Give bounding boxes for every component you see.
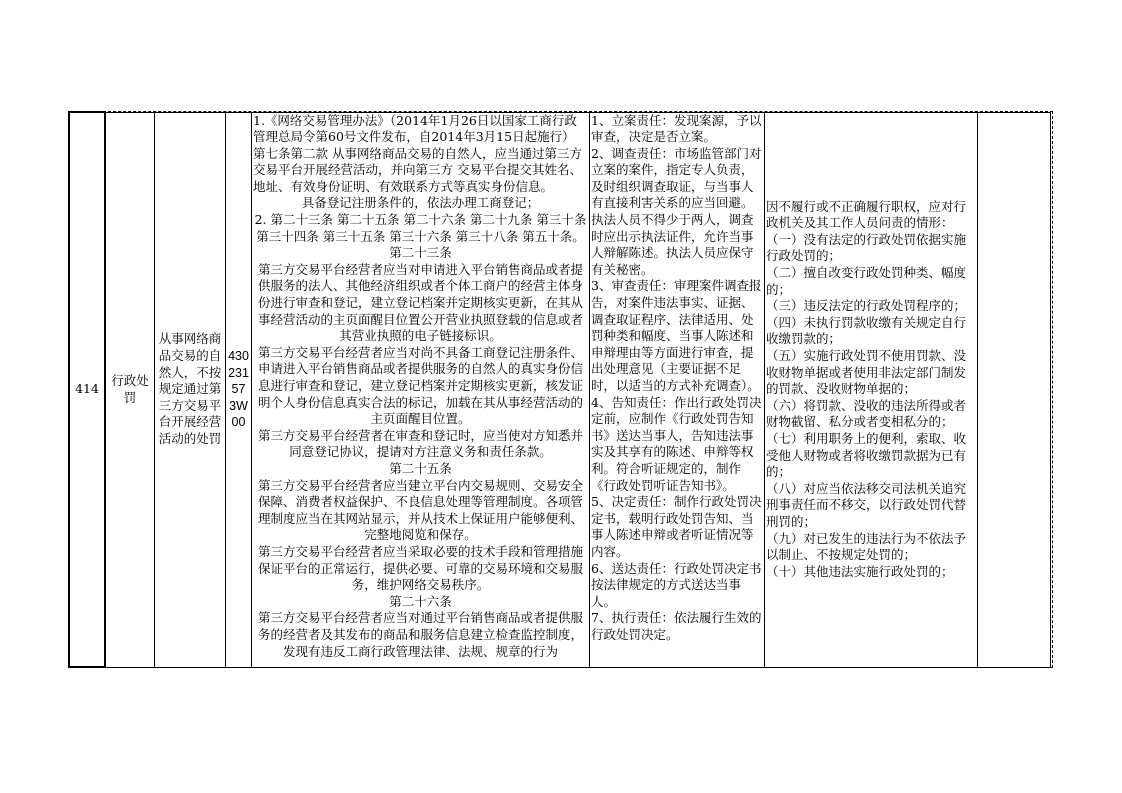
duty-item: 3、审查责任：审理案件调查报告，对案件违法事实、证据、调查取证程序、法律适用、处罚种类和幅度、当事人陈述和申辩理由等方面进行审查，提出处理意见（主要证据不足时，以适当的方式补充调查）。 xyxy=(591,278,762,393)
duty-list xyxy=(591,113,763,644)
accountability-item: （十）其他违法实施行政处罚的； xyxy=(766,563,954,579)
legal-basis-paragraph: 具备登记注册条件的，依法办理工商登记； xyxy=(301,195,540,211)
legal-basis-paragraph: 2. 第二十三条 第二十五条 第二十六条 第二十九条 第三十条 第三十四条 第三十五条 第三十六条 第三十八条 第五十条。 xyxy=(254,212,587,244)
legal-basis-paragraph: 第三方交易平台经营者应当建立平台内交易规则、交易安全保障、消费者权益保护、不良信息处理等管理制度。各项管理制度应当在其网站显示，并从技术上保证用户能够便利、完整地阅览和保存。 xyxy=(257,477,583,543)
table-row xyxy=(69,112,1051,667)
duty-item: 4、告知责任：作出行政处罚决定前，应制作《行政处罚告知书》送达当事人，告知违法事实及其享有的陈述、申辩等权利。符合听证规定的，制作《行政处罚听证告知书》。 xyxy=(591,394,762,493)
accountability-item: （三）违反法定的行政处罚程序的； xyxy=(766,298,967,314)
accountability-item: （一）没有法定的行政处罚依据实施行政处罚的； xyxy=(766,231,967,264)
power-list-table xyxy=(68,111,1051,668)
power-category: 行政处罚 xyxy=(105,112,155,667)
item-name: 从事网络商品交易的自然人，不按规定通过第三方交易平台开展经营活动的处罚 xyxy=(155,112,226,667)
accountability-list xyxy=(766,199,976,581)
accountability-item: （八）对应当依法移交司法机关追究刑事责任而不移交，以行政处罚代替刑罚的； xyxy=(766,480,967,529)
accountability-item: （二）擅自改变行政处罚种类、幅度的； xyxy=(766,265,967,297)
legal-basis-paragraph: 第二十五条 xyxy=(389,460,452,476)
legal-basis-paragraph: 第二十三条 xyxy=(389,245,452,261)
duty-item: 7、执行责任：依法履行生效的行政处罚决定。 xyxy=(591,610,762,642)
legal-basis-paragraph: 第三方交易平台经营者应当采取必要的技术手段和管理措施保证平台的正常运行，提供必要、可靠的交易环境和交易服务，维护网络交易秩序。 xyxy=(257,543,583,593)
duty-item: 2、调查责任：市场监管部门对立案的案件，指定专人负责，及时组织调查取证，与当事人有直接利害关系的应当回避。执法人员不得少于两人，调查时应出示执法证件，允许当事人辩解陈述。执法人员应保守有关秘密。 xyxy=(591,145,762,277)
legal-basis-paragraph: 第三方交易平台经营者在审查和登记时，应当使对方知悉并同意登记协议，提请对方注意义务和责任条款。 xyxy=(257,427,583,460)
accountability-item: 因不履行或不正确履行职权，应对行政机关及其工作人员问责的情形： xyxy=(766,198,967,231)
accountability-item: （六）将罚款、没收的违法所得或者财物截留、私分或者变相私分的； xyxy=(766,397,967,430)
item-code: 43023157 3W00 xyxy=(226,112,252,667)
legal-basis-paragraph: 第七条第二款 从事网络商品交易的自然人，应当通过第三方交易平台开展经营活动，并向第三方 交易平台提交其姓名、地址、有效身份证明、有效联系方式等真实身份信息。 xyxy=(253,145,582,194)
duty-item: 5、决定责任：制作行政处罚决定书，载明行政处罚告知、当事人陈述申辩或者听证情况等内容。 xyxy=(591,494,762,559)
duty-cell xyxy=(590,112,765,667)
legal-basis-text xyxy=(253,113,588,661)
accountability-cell xyxy=(765,112,978,667)
legal-basis-paragraph: 第三方交易平台经营者应当对申请进入平台销售商品或者提供服务的法人、其他经济组织或者个体工商户的经营主体身份进行审查和登记，建立登记档案并定期核实更新，在其从事经营活动的主页面醒目位置公开营业执照登载的信息或者其营业执照的电子链接标识。 xyxy=(257,261,583,344)
legal-basis-paragraph: 1.《网络交易管理办法》（2014年1月26日以国家工商行政管理总局令第60号文件发布，自2014年3月15日起施行） xyxy=(253,112,577,145)
accountability-item: （五）实施行政处罚不使用罚款、没收财物单据或者使用非法定部门制发的罚款、没收财物单据的； xyxy=(766,348,967,397)
legal-basis-paragraph: 第三方交易平台经营者应当对通过平台销售商品或者提供服务的经营者及其发布的商品和服务信息建立检查监控制度，发现有违反工商行政管理法律、法规、规章的行为 xyxy=(257,610,583,659)
accountability-item: （四）未执行罚款收缴有关规定自行收缴罚款的； xyxy=(766,314,967,347)
legal-basis-paragraph: 第二十六条 xyxy=(389,593,452,609)
accountability-item: （九）对已发生的违法行为不依法予以制止、不按规定处罚的； xyxy=(766,530,967,563)
legal-basis-paragraph: 第三方交易平台经营者应当对尚不具备工商登记注册条件、申请进入平台销售商品或者提供服务的自然人的真实身份信息进行审查和登记，建立登记档案并定期核实更新，核发证明个人身份信息真实合法的标记，加载在其从事经营活动的主页面醒目位置。 xyxy=(257,344,583,427)
row-number: 414 xyxy=(69,112,105,667)
legal-basis-cell xyxy=(252,112,590,667)
accountability-item: （七）利用职务上的便利，索取、收受他人财物或者将收缴罚款据为已有的； xyxy=(766,430,967,480)
duty-item: 6、送达责任：行政处罚决定书按法律规定的方式送达当事人。 xyxy=(591,560,762,609)
duty-item: 1、立案责任：发现案源，予以审查，决定是否立案。 xyxy=(591,112,762,145)
remarks-cell xyxy=(978,112,1051,667)
